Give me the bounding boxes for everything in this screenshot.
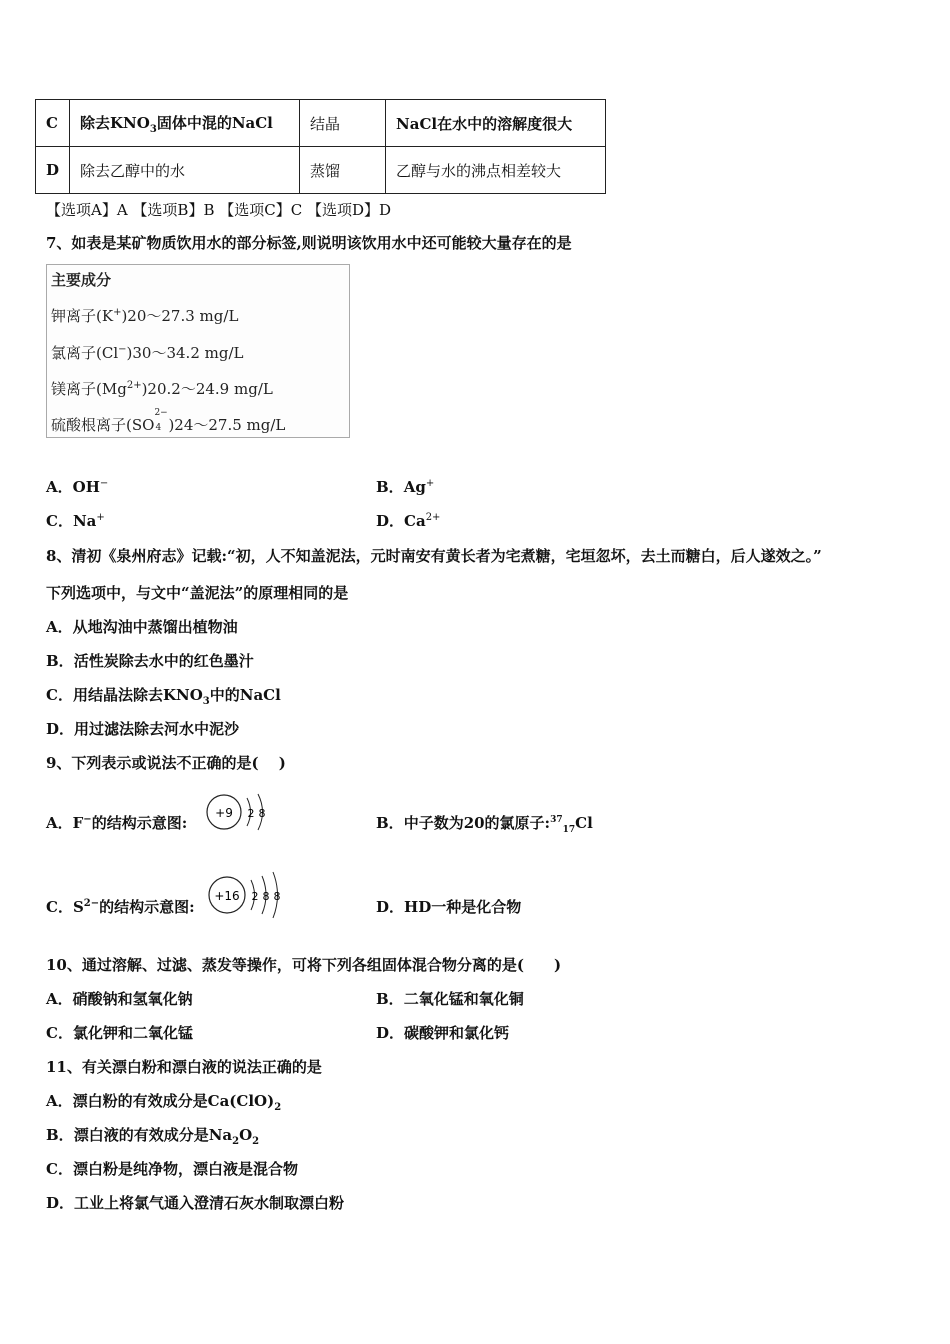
reason-cell: NaCl在水中的溶解度很大 — [386, 100, 606, 147]
q11-stem: 11、有关漂白粉和漂白液的说法正确的是 — [46, 1058, 322, 1076]
q8-option-a[interactable]: A．从地沟油中蒸馏出植物油 — [46, 618, 238, 636]
table-row — [36, 147, 606, 194]
shell-electrons-1: 2 — [251, 890, 259, 903]
q8-option-b[interactable]: B．活性炭除去水中的红色墨汁 — [46, 652, 254, 670]
nucleus-charge: +16 — [214, 889, 240, 903]
row-label: D — [36, 147, 70, 194]
q9-option-d[interactable]: D．HD一种是化合物 — [376, 898, 522, 916]
purpose-cell: 除去乙醇中的水 — [70, 147, 300, 194]
label-row-potassium: 钾离子(K+)20～27.3 mg/L — [51, 307, 239, 325]
q10-option-a[interactable]: A．硝酸钠和氢氧化钠 — [46, 990, 193, 1008]
label-row-sulfate: 硫酸根离子(SO 2− 4 )24～27.5 mg/L — [51, 408, 286, 434]
shell-electrons-2: 8 — [258, 807, 266, 820]
q7-option-a[interactable]: A．OH− — [46, 478, 109, 496]
q8-option-d[interactable]: D．用过滤法除去河水中泥沙 — [46, 720, 240, 738]
q11-option-c[interactable]: C．漂白粉是纯净物，漂白液是混合物 — [46, 1160, 298, 1178]
q8-option-c[interactable]: C．用结晶法除去$KNO_3$中的NaCl — [46, 686, 281, 707]
q10-option-d[interactable]: D．碳酸钾和氯化钙 — [376, 1024, 510, 1042]
q11-option-b[interactable]: B．漂白液的有效成分是$Na_2O_2$ — [46, 1126, 260, 1147]
label-row-magnesium: 镁离子$(Mg^{2+})20.2\sim 24.9$ mg/L — [51, 380, 273, 398]
method-cell: 蒸馏 — [300, 147, 386, 194]
q10-stem: 10、通过溶解、过滤、蒸发等操作，可将下列各组固体混合物分离的是( ) — [46, 956, 562, 974]
q9-option-c[interactable]: C．$S^{2-}$的结构示意图: — [46, 898, 195, 916]
q7-option-c[interactable]: C．Na+ — [46, 512, 105, 530]
shell-electrons-2: 8 — [262, 890, 270, 903]
q7-stem: 7、如表是某矿物质饮用水的部分标签,则说明该饮用水中还可能较大量存在的是 — [46, 234, 572, 252]
mineral-water-label — [46, 264, 350, 438]
q8-stem-line2: 下列选项中，与文中“盖泥法”的原理相同的是 — [46, 584, 349, 602]
row-label: C — [36, 100, 70, 147]
q7-option-d[interactable]: D．$Ca^{2+}$ — [376, 512, 441, 530]
q11-option-a[interactable]: A．漂白粉的有效成分是$Ca(ClO)_2$ — [46, 1092, 282, 1113]
reason-cell: 乙醇与水的沸点相差较大 — [386, 147, 606, 194]
shell-electrons-3: 8 — [273, 890, 281, 903]
q9-option-b[interactable]: B．中子数为20的氯原子:$^{37}_{17}$Cl — [376, 814, 593, 835]
label-title: 主要成分 — [51, 271, 112, 289]
q8-stem-line1: 8、清初《泉州府志》记载:“初，人不知盖泥法，元时南安有黄长者为宅煮糖，宅垣忽坏，去土而糖白，后人遂效之。” — [46, 547, 822, 565]
method-cell: 结晶 — [300, 100, 386, 147]
q10-option-b[interactable]: B．二氧化锰和氧化铜 — [376, 990, 524, 1008]
q7-option-b[interactable]: B．Ag+ — [376, 478, 435, 496]
sulfide-structure-diagram — [206, 870, 284, 922]
label-row-chloride: 氯离子(Cl−)30～34.2 mg/L — [51, 344, 244, 362]
purpose-cell: 除去$KNO_3$固体中混的NaCl — [70, 100, 300, 147]
q10-option-c[interactable]: C．氯化钾和二氧化锰 — [46, 1024, 193, 1042]
nucleus-charge: +9 — [215, 806, 233, 820]
q9-option-a[interactable]: A．F−的结构示意图: — [46, 814, 188, 832]
separation-table — [35, 99, 606, 194]
shell-electrons-1: 2 — [247, 807, 255, 820]
q9-stem: 9、下列表示或说法不正确的是( ) — [46, 754, 286, 772]
q6-options-line: 【选项A】A 【选项B】B 【选项C】C 【选项D】D — [46, 201, 392, 219]
fluoride-structure-diagram — [202, 790, 274, 838]
table-row — [36, 100, 606, 147]
q11-option-d[interactable]: D．工业上将氯气通入澄清石灰水制取漂白粉 — [46, 1194, 345, 1212]
